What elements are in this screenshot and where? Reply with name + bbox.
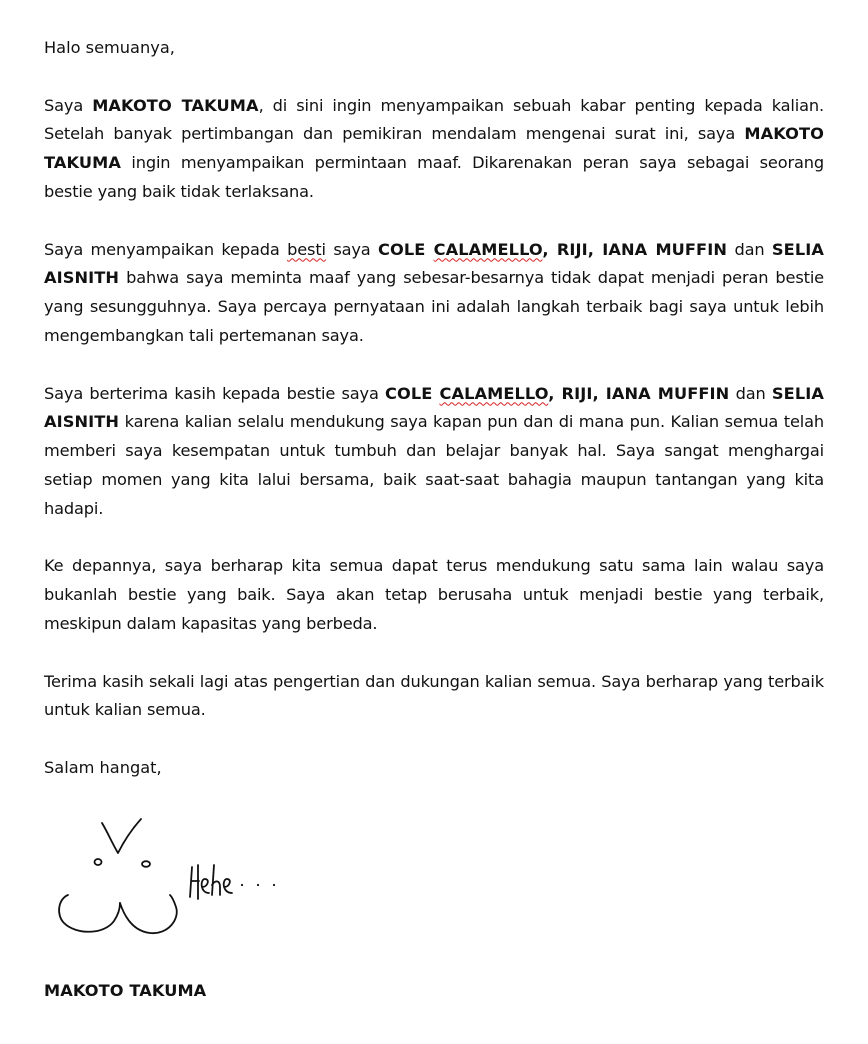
p3-text-1: Saya berterima kasih kepada bestie saya bbox=[44, 383, 386, 403]
signature-mouth-right bbox=[120, 895, 177, 933]
p3-text-2: dan bbox=[729, 383, 772, 403]
signature-e-letter-2 bbox=[224, 879, 232, 893]
paragraph-2 bbox=[44, 236, 824, 351]
p2-misspelled-name[interactable]: CALAMELLO bbox=[433, 239, 543, 259]
p2-text-4: bahwa saya meminta maaf yang sebesar-besarnya tidak dapat menjadi peran bestie yang sesungguhnya. Saya percaya pernyataan ini adalah langkah terbaik bagi saya untuk lebih mengembangkan tali pertemanan saya. bbox=[44, 268, 824, 345]
signature-mouth-left bbox=[59, 895, 120, 932]
signer-name: MAKOTO TAKUMA bbox=[44, 981, 207, 1000]
p1-text-1: Saya bbox=[44, 95, 93, 115]
paragraph-3 bbox=[44, 380, 824, 524]
misspelled-word[interactable]: besti bbox=[287, 239, 326, 259]
p1-text-3: ingin menyampaikan permintaan maaf. Dikarenakan peran saya sebagai seorang bestie yang baik tidak terlaksana. bbox=[44, 153, 824, 201]
p3-names-d: SELIA AISNITH bbox=[44, 383, 824, 432]
signature-e-letter-1 bbox=[202, 879, 209, 893]
signature-drawing bbox=[52, 815, 312, 945]
greeting: Halo semuanya, bbox=[44, 38, 175, 57]
paragraph-4: Ke depannya, saya berharap kita semua dapat terus mendukung satu sama lain walau saya bukanlah bestie yang baik. Saya akan tetap berusaha untuk menjadi bestie yang terbaik, meskipun dalam kapasitas yang berbeda. bbox=[44, 556, 824, 633]
p3-text-3: karena kalian selalu mendukung saya kapan pun dan di mana pun. Kalian semua telah memberi saya kesempatan untuk tumbuh dan belajar banyak hal. Saya sangat menghargai setiap momen yang kita lalui bersama, baik saat-saat bahagia maupun tantangan yang kita hadapi. bbox=[44, 412, 824, 518]
p2-text-2: saya bbox=[325, 239, 379, 259]
signature-h-letter-2 bbox=[212, 865, 220, 895]
p2-names-a: COLE bbox=[378, 239, 434, 259]
p1-text-2: , di sini ingin menyampaikan sebuah kabar penting kepada kalian. Setelah banyak pertimbangan dan pemikiran mendalam mengenai surat ini, saya bbox=[44, 95, 824, 144]
p2-names-c: , RIJI, IANA MUFFIN bbox=[542, 239, 727, 259]
p3-names-a: COLE bbox=[385, 383, 440, 403]
p2-names-d: SELIA AISNITH bbox=[44, 239, 824, 288]
letter-body bbox=[44, 34, 824, 812]
signature-h-letter bbox=[190, 865, 199, 899]
paragraph-5: Terima kasih sekali lagi atas pengertian dan dukungan kalian semua. Saya berharap yang terbaik untuk kalian semua. bbox=[44, 671, 824, 720]
signature-nose-stroke bbox=[102, 819, 141, 853]
paragraph-1 bbox=[44, 92, 824, 207]
p3-misspelled-name[interactable]: CALAMELLO bbox=[439, 383, 549, 403]
p1-name-2: MAKOTO TAKUMA bbox=[44, 124, 824, 173]
p3-names-c: , RIJI, IANA MUFFIN bbox=[548, 383, 730, 403]
signature-right-eye bbox=[142, 861, 150, 867]
closing: Salam hangat, bbox=[44, 757, 162, 777]
p2-text-3: dan bbox=[727, 239, 772, 259]
p1-name-1: MAKOTO TAKUMA bbox=[92, 95, 259, 115]
signature-left-eye bbox=[95, 859, 102, 865]
p2-text-1: Saya menyampaikan kepada bbox=[44, 239, 288, 259]
